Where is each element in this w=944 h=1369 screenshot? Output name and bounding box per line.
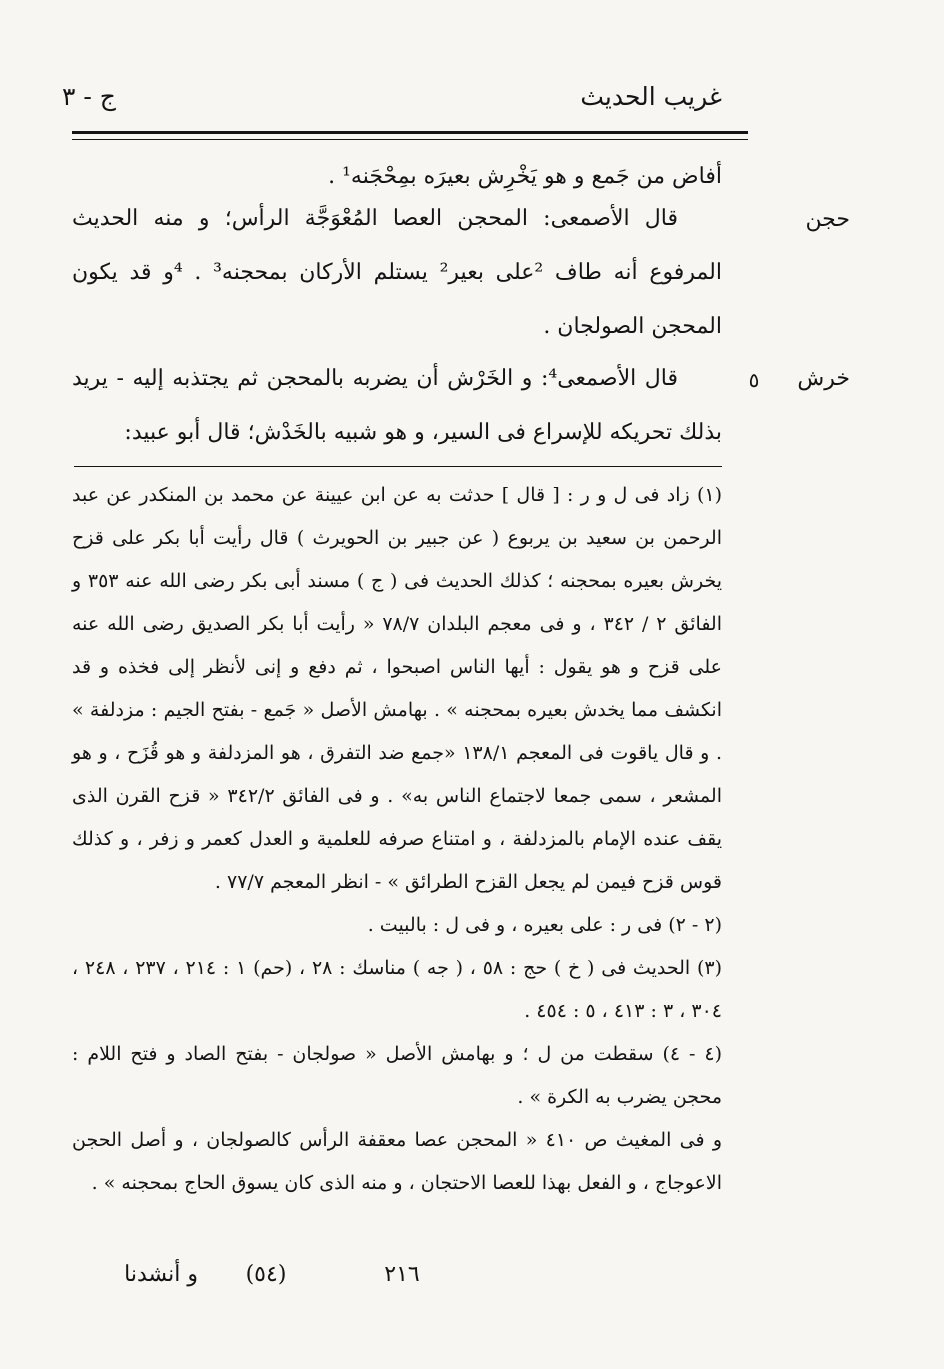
main-paragraph-hajan: قال الأصمعى: المحجن العصا المُعْوَجَّة الرأس؛ و منه الحديث المرفوع أنه طاف ²على بعير² يستلم الأركان بمحجنه³ . ⁴و قد يكون المحجن الصولجان . bbox=[72, 206, 723, 339]
footnote-3: (٣) الحديث فى ( خ ) حج : ٥٨ ، ( جه ) مناسك : ٢٨ ، (حم) ١ : ٢١٤ ، ٢٣٧ ، ٢٤٨ ، ٣٠٤ ، ٣ : ٤١٣ ، ٥ : ٤٥٤ . bbox=[72, 957, 723, 1022]
line-number: ٥ bbox=[748, 368, 760, 392]
footnote-5: و فى المغيث ص ٤١٠ « المحجن عصا معقفة الرأس كالصولجان ، و أصل الحجن الاعوجاج ، و الفعل بهذا للعصا الاحتجان ، و منه الذى كان يسوق الحاج بمحجنه » . bbox=[72, 1129, 722, 1194]
section-number: (٥٤) bbox=[245, 1262, 287, 1287]
footnote-2: (٢ - ٢) فى ر : على بعيره ، و فى ل : بالبيت . bbox=[367, 914, 722, 936]
footnote-1: (١) زاد فى ل و ر : [ قال ] حدثت به عن ابن عيينة عن محمد بن المنكدر عن عبد الرحمن بن سعيد بن يربوع ( عن جبير بن الحويرث ) قال رأيت أبا بكر على قزح يخرش بعيره بمحجنه ؛ كذلك الحديث فى ( ج ) مسند أبى بكر رضى الله عنه ٣٥٣ و الفائق ٢ / ٣٤٢ ، و فى معجم البلدان ٧٨/٧ « رأيت أبا بكر الصديق رضى الله عنه على قزح و هو يقول : أيها الناس اصبحوا ، ثم دفع و إنى لأنظر إلى فخذه و قد انكشف مما يخدش بعيره بمحجنه » . بهامش الأصل « جَمع - بفتح الجيم : مزدلفة » . و قال ياقوت فى المعجم ١٣٨/١ «جمع ضد التفرق ، هو المزدلفة و هو قُزَح ، و هو المشعر ، سمى جمعا لاجتماع الناس به» . و فى الفائق ٣٤٢/٢ « قزح القرن الذى يقف عنده الإمام بالمزدلفة ، و امتناع صرفه للعلمية و العدل كعمر و زفر ، و كذلك قوس قزح فيمن لم يجعل القزح الطرائق » - انظر المعجم ٧٧/٧ . bbox=[72, 484, 723, 893]
margin-entry-hajan: حجن bbox=[805, 207, 850, 232]
page-number: ٢١٦ bbox=[384, 1262, 420, 1287]
header-rule-thick bbox=[72, 131, 748, 134]
main-text-line-1: أفاض من جَمع و هو يَخْرِش بعيرَه بمِحْجَنه¹ . bbox=[328, 164, 722, 189]
header-rule-thin bbox=[72, 139, 748, 140]
footnote-4: (٤ - ٤) سقطت من ل ؛ و بهامش الأصل « صولجان - بفتح الصاد و فتح اللام : محجن يضرب به الكرة » . bbox=[72, 1043, 722, 1108]
volume-label: ج - ٣ bbox=[62, 82, 116, 111]
footnote-separator bbox=[74, 466, 722, 467]
footnotes bbox=[72, 474, 722, 1205]
catchword: و أنشدنا bbox=[124, 1262, 198, 1287]
margin-entry-kharash: خرش bbox=[797, 366, 850, 391]
main-paragraph-kharash: قال الأصمعى⁴: و الخَرْش أن يضربه بالمحجن ثم يجتذبه إليه - يريد بذلك تحريكه للإسراع فى السير، و هو شبيه بالخَدْش؛ قال أبو عبيد: bbox=[72, 366, 722, 445]
running-title: غريب الحديث bbox=[580, 82, 722, 111]
